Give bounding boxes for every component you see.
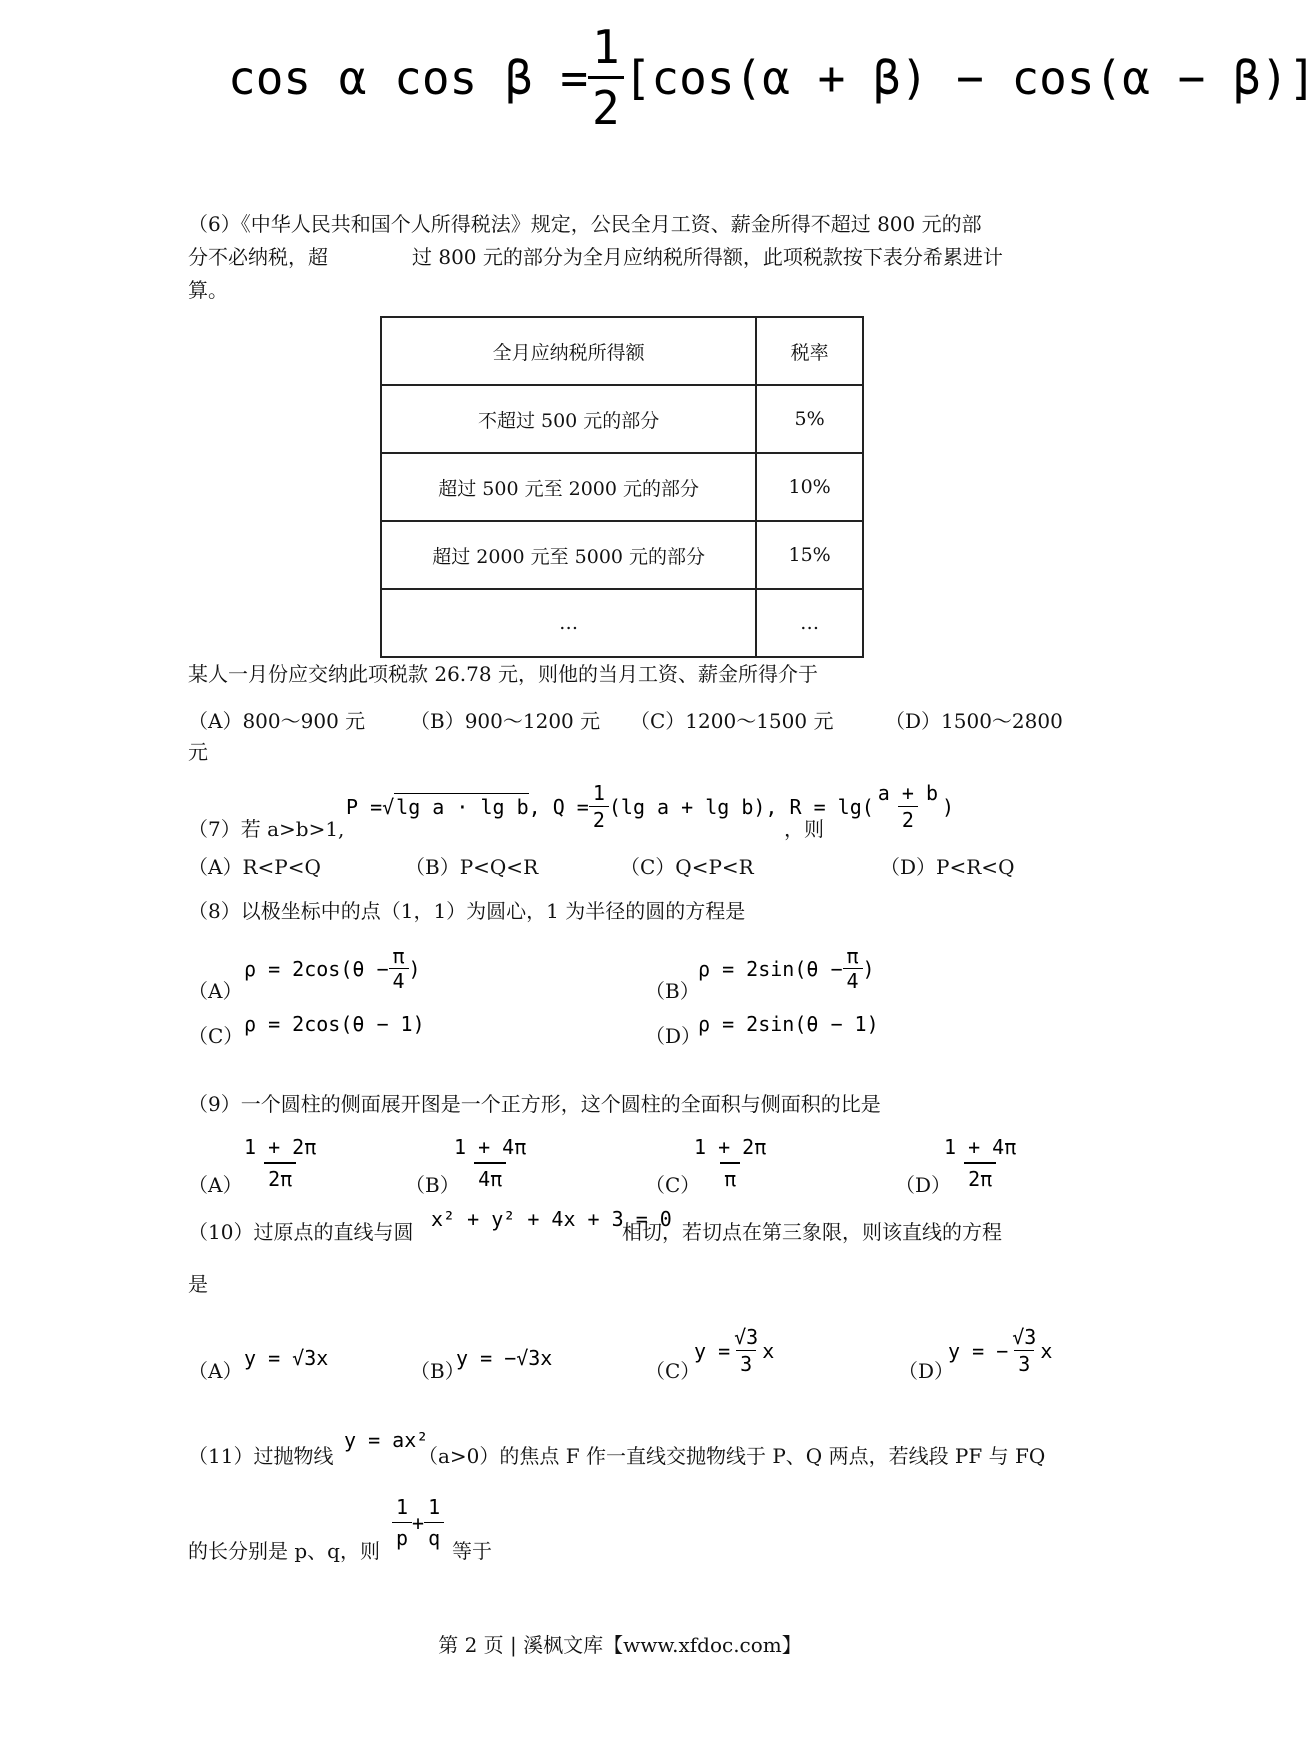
q8-label-d: （D） — [645, 1024, 702, 1048]
q7-option-b: （B）P<Q<R — [405, 855, 539, 879]
q8-option-b: ρ = 2sin(θ − $\frac{\pi}{4}$ ) — [698, 944, 875, 993]
table-cell-rate: 15% — [756, 521, 863, 589]
q9-option-c: $\frac{1 + 2\pi}{\pi}$ — [690, 1132, 770, 1194]
q11-line2-pre: 的长分别是 p、q，则 — [188, 1539, 380, 1563]
q8-option-a: ρ = 2cos(θ − $\frac{\pi}{4}$ ) — [244, 944, 421, 993]
table-row — [381, 521, 863, 589]
q10-label-d: （D） — [898, 1359, 955, 1383]
q6-line2b: 过 800 元的部分为全月应纳税所得额，此项税款按下表分希累进计 — [412, 245, 1003, 269]
q6-line2a: 分不必纳税，超 — [188, 245, 328, 269]
q10-suffix: 相切，若切点在第三象限，则该直线的方程 — [622, 1220, 1002, 1244]
q6-line1: （6）《中华人民共和国个人所得税法》规定，公民全月工资、薪金所得不超过 800 元的部 — [188, 212, 982, 236]
q11-line2-post: 等于 — [452, 1539, 492, 1563]
table-cell-rate: … — [756, 589, 863, 657]
q10-option-a: y = √3x — [244, 1346, 329, 1370]
q6-option-d: （D）1500～2800 — [885, 709, 1063, 733]
q6-question: 某人一月份应交纳此项税款 26.78 元，则他的当月工资、薪金所得介于 — [188, 662, 818, 686]
q9-label-a: （A） — [188, 1173, 243, 1197]
q7-formula: P = √ lg a · lg b , Q = $\frac{1}{2}$ (lg a + lg b), R = lg( $\frac{a + b}{2}$ ) — [346, 781, 955, 832]
q11-expression: $\frac{1}{p}$ + $\frac{1}{q}$ — [392, 1492, 444, 1553]
q10-line2: 是 — [188, 1272, 208, 1296]
q11-prefix: （11）过抛物线 — [188, 1444, 334, 1468]
formula-lhs: cos α cos β = — [228, 50, 589, 105]
q8-option-c: ρ = 2cos(θ − 1) — [244, 1012, 425, 1036]
q9-stem: （9）一个圆柱的侧面展开图是一个正方形，这个圆柱的全面积与侧面积的比是 — [188, 1092, 881, 1116]
q8-label-a: （A） — [188, 979, 243, 1003]
q6-option-wrap: 元 — [188, 740, 208, 764]
formula-half: $\frac{1}{2}$ — [588, 18, 624, 137]
q8-label-c: （C） — [188, 1024, 244, 1048]
q7-option-c: （C）Q<P<R — [620, 855, 754, 879]
table-cell-rate: 10% — [756, 453, 863, 521]
q9-label-b: （B） — [405, 1173, 460, 1197]
q9-option-b: $\frac{1 + 4\pi}{4\pi}$ — [450, 1132, 530, 1194]
q10-circle-equation: x² + y² + 4x + 3 = 0 — [431, 1207, 672, 1231]
table-header-income: 全月应纳税所得额 — [381, 317, 756, 385]
page-footer: 第 2 页 | 溪枫文库【www.xfdoc.com】 — [438, 1633, 802, 1657]
q8-option-d: ρ = 2sin(θ − 1) — [698, 1012, 879, 1036]
q7-option-d: （D）P<R<Q — [880, 855, 1015, 879]
q6-option-b: （B）900～1200 元 — [410, 709, 601, 733]
q10-label-b: （B） — [410, 1359, 465, 1383]
table-cell-bracket: … — [381, 589, 756, 657]
table-row — [381, 589, 863, 657]
q6-option-c: （C）1200～1500 元 — [630, 709, 834, 733]
table-header-row — [381, 317, 863, 385]
q11-parabola-equation: y = ax² — [344, 1428, 429, 1452]
q7-option-a: （A）R<P<Q — [188, 855, 321, 879]
formula-product-to-sum — [228, 18, 1316, 137]
q10-prefix: （10）过原点的直线与圆 — [188, 1220, 414, 1244]
q10-option-c: y = $\frac{√3}{3}$ x — [694, 1325, 775, 1376]
q6-line3: 算。 — [188, 278, 228, 302]
q9-label-c: （C） — [645, 1173, 701, 1197]
q11-line1-rest: （a>0）的焦点 F 作一直线交抛物线于 P、Q 两点，若线段 PF 与 FQ — [418, 1444, 1046, 1468]
table-header-rate: 税率 — [756, 317, 863, 385]
table-row — [381, 453, 863, 521]
formula-rhs: [cos(α + β) − cos(α − β)] — [623, 50, 1316, 105]
q8-label-b: （B） — [645, 979, 700, 1003]
tax-rate-table — [380, 316, 864, 658]
table-cell-bracket: 不超过 500 元的部分 — [381, 385, 756, 453]
q10-option-d: y = − $\frac{√3}{3}$ x — [948, 1325, 1053, 1376]
q9-option-a: $\frac{1 + 2\pi}{2\pi}$ — [240, 1132, 320, 1194]
q6-option-a: （A）800～900 元 — [188, 709, 366, 733]
q10-label-c: （C） — [645, 1359, 701, 1383]
table-cell-rate: 5% — [756, 385, 863, 453]
q7-prefix: （7）若 a>b>1, — [188, 817, 345, 841]
table-row — [381, 385, 863, 453]
q9-label-d: （D） — [895, 1173, 952, 1197]
q7-suffix: ，则 — [784, 817, 824, 841]
table-cell-bracket: 超过 500 元至 2000 元的部分 — [381, 453, 756, 521]
q10-option-b: y = −√3x — [456, 1346, 553, 1370]
q9-option-d: $\frac{1 + 4\pi}{2\pi}$ — [940, 1132, 1020, 1194]
q8-stem: （8）以极坐标中的点（1，1）为圆心，1 为半径的圆的方程是 — [188, 899, 746, 923]
q10-label-a: （A） — [188, 1359, 243, 1383]
table-cell-bracket: 超过 2000 元至 5000 元的部分 — [381, 521, 756, 589]
